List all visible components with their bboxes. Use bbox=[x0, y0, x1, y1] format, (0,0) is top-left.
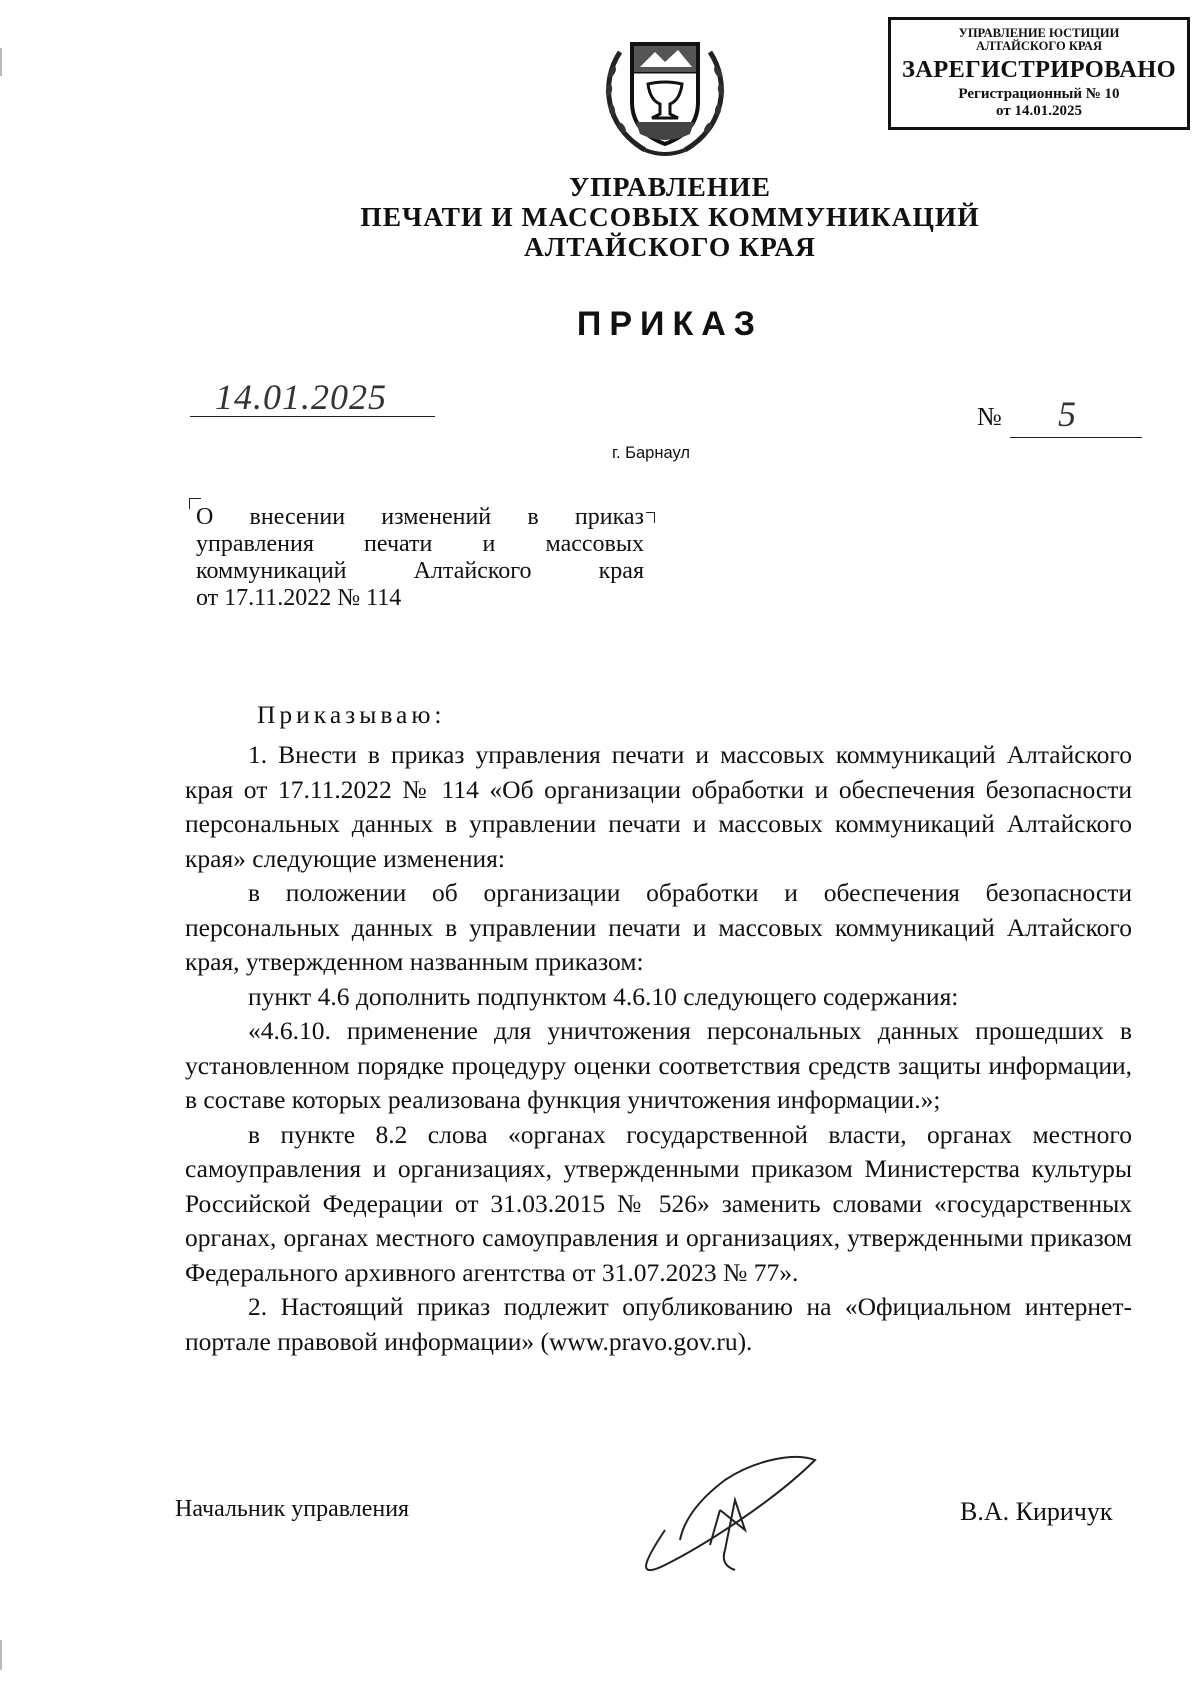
header-line3: АЛТАЙСКОГО КРАЯ bbox=[523, 231, 817, 262]
stamp-reg-number: Регистрационный № 10 bbox=[958, 86, 1120, 102]
signature-icon bbox=[625, 1440, 825, 1580]
city-label: г. Барнаул bbox=[612, 444, 690, 462]
subject-line: коммуникаций Алтайского края bbox=[196, 558, 644, 584]
body-paragraph: пункт 4.6 дополнить подпунктом 4.6.10 следующего содержания: bbox=[248, 981, 959, 1011]
body-paragraph: 1. Внести в приказ управления печати и массовых коммуникаций Алтайского края от 17.11.2022 № 114 «Об организации обработки и обеспечения безопасности персональных данных в управлении печати и массовых коммуникаций Алтайского края» следующие изменения: bbox=[185, 740, 1132, 873]
stamp-authority-line2: АЛТАЙСКОГО КРАЯ bbox=[976, 39, 1102, 53]
body-paragraph: в положении об организации обработки и обеспечения безопасности персональных данных в управлении печати и массовых коммуникаций Алтайского края, утвержденном названным приказом: bbox=[185, 878, 1132, 976]
header-line2: ПЕЧАТИ И МАССОВЫХ КОММУНИКАЦИЙ bbox=[360, 201, 980, 232]
document-number: 5 bbox=[1058, 394, 1076, 434]
signatory-name: В.А. Киричук bbox=[960, 1497, 1113, 1526]
stamp-status: ЗАРЕГИСТРИРОВАНО bbox=[902, 56, 1176, 83]
number-label: № bbox=[977, 402, 1002, 431]
body-paragraph: в пункте 8.2 слова «органах государственной власти, органах местного самоуправления и организациях, утвержденными приказом Министерства культуры Российской Федерации от 31.03.2015 № 526» заменить словами «государственных органах, органах местного самоуправления и организациях, утвержденными приказом Федерального архивного агентства от 31.07.2023 № 77». bbox=[185, 1119, 1132, 1287]
body-paragraph: «4.6.10. применение для уничтожения персональных данных прошедших в установленном порядке процедуру оценки соответствия средств защиты информации, в составе которых реализована функция уничтожения информации.»; bbox=[185, 1016, 1132, 1114]
number-underline bbox=[1010, 437, 1142, 438]
stamp-authority-line1: УПРАВЛЕНИЕ ЮСТИЦИИ bbox=[958, 26, 1120, 40]
document-subject bbox=[196, 504, 644, 612]
registration-stamp bbox=[888, 17, 1190, 130]
signatory-position: Начальник управления bbox=[175, 1496, 410, 1522]
document-date: 14.01.2025 bbox=[215, 377, 387, 417]
header-line1: УПРАВЛЕНИЕ bbox=[569, 171, 771, 202]
subject-bracket-right bbox=[646, 512, 655, 523]
subject-line: от 17.11.2022 № 114 bbox=[196, 585, 402, 611]
scan-edge-mark bbox=[0, 48, 2, 76]
stamp-reg-date: от 14.01.2025 bbox=[996, 103, 1082, 119]
order-intro: Приказываю: bbox=[257, 700, 446, 729]
coat-of-arms-icon bbox=[600, 22, 730, 162]
body-paragraph: 2. Настоящий приказ подлежит опубликованию на «Официальном интернет-портале правовой информации» (www.pravo.gov.ru). bbox=[185, 1292, 1132, 1356]
date-underline bbox=[190, 416, 435, 417]
scan-edge-mark bbox=[0, 1640, 2, 1670]
subject-line: О внесении изменений в приказ bbox=[196, 504, 644, 530]
subject-line: управления печати и массовых bbox=[196, 531, 644, 557]
document-body bbox=[185, 738, 1132, 1359]
organization-header bbox=[300, 172, 1040, 262]
document-type-title: ПРИКАЗ bbox=[576, 305, 764, 343]
